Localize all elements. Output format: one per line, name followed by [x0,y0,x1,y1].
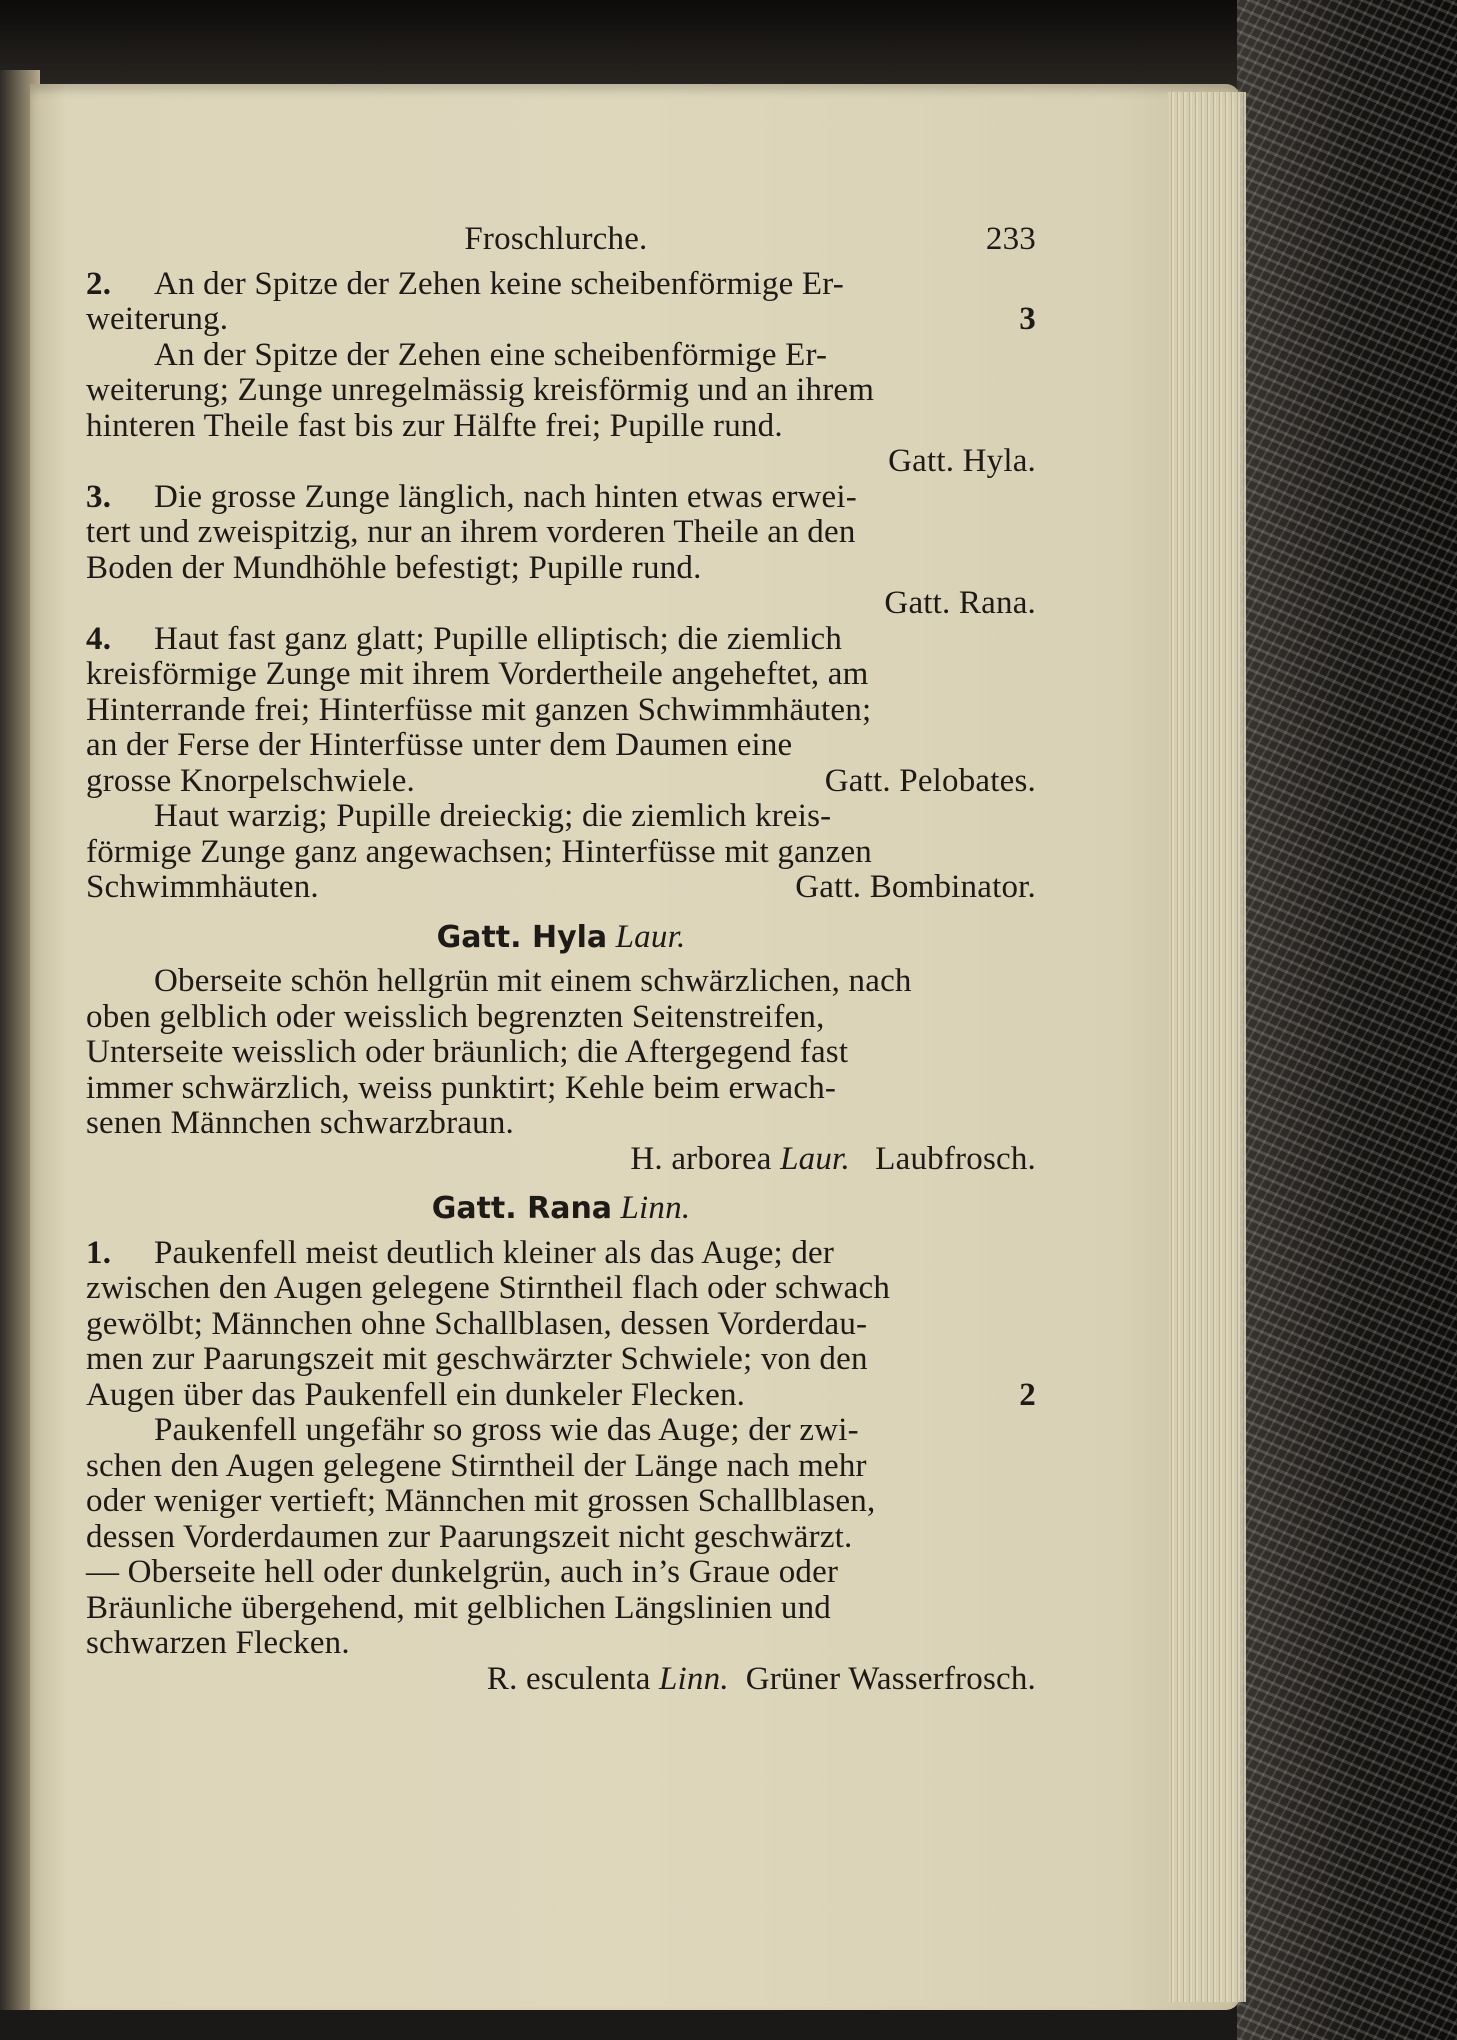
page-number: 233 [985,221,1036,257]
key-4-line: grosse Knorpelschwiele. Gatt. Pelobates. [86,762,1036,799]
rana-key-1-line: men zur Paarungszeit mit geschwärzter Schwiele; von den [86,1341,868,1377]
key-result: Gatt. Bombinator. [795,869,1036,905]
rana-key-1-alt-line: Paukenfell ungefähr so gross wie das Auge; der zwi- [154,1412,859,1448]
common-name: Laubfrosch. [875,1140,1036,1177]
key-number: 4. [86,620,112,657]
genus-heading-rana: Gatt. Rana Linn. [431,1190,691,1226]
key-number: 1. [86,1234,112,1271]
key-4-alt-line: förmige Zunge ganz angewachsen; Hinterfüsse mit ganzen [86,833,873,870]
rana-key-1-alt-line: — Oberseite hell oder dunkelgrün, auch in’s Graue oder [86,1554,839,1590]
hyla-description-line: immer schwärzlich, weiss punktirt; Kehle beim erwach- [86,1069,837,1106]
rana-key-1-alt-line: schen den Augen gelegene Stirntheil der Länge nach mehr [86,1447,867,1484]
rana-key-1-line: 1. Paukenfell meist deutlich kleiner als das Auge; der [86,1234,835,1271]
species-line-hyla-arborea [86,1142,1036,1178]
species-authority: Laur. [780,1140,850,1177]
rana-key-1-alt-line: Bräunliche übergehend, mit gelblichen Längslinien und [86,1589,831,1626]
key-4-alt-line: Haut warzig; Pupille dreieckig; die ziemlich kreis- [154,798,832,834]
key-2-alt-line: An der Spitze der Zehen eine scheibenförmige Er- [154,336,828,373]
key-2-alt-line: weiterung; Zunge unregelmässig kreisförmig und an ihrem [86,372,875,408]
rana-key-1-line: gewölbt; Männchen ohne Schallblasen, dessen Vorderdau- [86,1305,868,1342]
species-name: R. esculenta [486,1660,651,1697]
key-result: Gatt. Rana. [884,585,1036,621]
marbled-cover-edge [1237,0,1457,2040]
key-3-line: Boden der Mundhöhle befestigt; Pupille rund. [86,549,702,586]
key-2-line: 2. An der Spitze der Zehen keine scheibenförmige Er- [86,265,844,302]
rana-key-1-line: Augen über das Paukenfell ein dunkeler Flecken. 2 [86,1376,1036,1413]
species-name: H. arborea [630,1140,772,1177]
running-head [86,222,1036,258]
hyla-description-line: Oberseite schön hellgrün mit einem schwärzlichen, nach [154,963,912,999]
key-2-alt-line: hinteren Theile fast bis zur Hälfte frei; Pupille rund. [86,407,783,444]
key-reference: 3 [1019,301,1036,337]
hyla-description-line: Unterseite weisslich oder bräunlich; die Aftergegend fast [86,1034,849,1070]
key-number: 2. [86,265,112,302]
hyla-description-line: senen Männchen schwarzbraun. [86,1105,515,1141]
key-result: Gatt. Hyla. [888,443,1036,479]
genus-heading-hyla: Gatt. Hyla Laur. [436,918,686,955]
key-result: Gatt. Pelobates. [824,762,1036,799]
genus-authority: Laur. [615,918,686,955]
running-head-title: Froschlurche. [464,221,648,257]
key-number: 3. [86,478,112,515]
key-3-line: tert und zweispitzig, nur an ihrem vorderen Theile an den [86,514,856,550]
key-3-line: 3. Die grosse Zunge länglich, nach hinten etwas erwei- [86,478,857,515]
key-4-line: 4. Haut fast ganz glatt; Pupille elliptisch; die ziemlich [86,620,843,657]
page-text-block [86,222,1036,1697]
key-2-line: weiterung. 3 [86,301,1036,337]
key-reference: 2 [1019,1376,1036,1413]
key-4-alt-line: Schwimmhäuten. Gatt. Bombinator. [86,869,1036,905]
hyla-description-line: oben gelblich oder weisslich begrenzten Seitenstreifen, [86,998,825,1035]
common-name: Grüner Wasserfrosch. [745,1660,1036,1697]
genus-authority: Linn. [620,1190,691,1226]
rana-key-1-alt-line: dessen Vorderdaumen zur Paarungszeit nicht geschwärzt. [86,1518,853,1555]
rana-key-1-alt-line: oder weniger vertieft; Männchen mit grossen Schallblasen, [86,1483,876,1519]
rana-key-1-line: zwischen den Augen gelegene Stirntheil flach oder schwach [86,1270,891,1306]
species-authority: Linn. [659,1660,729,1697]
page-block-edges [1168,92,1246,2002]
key-4-line: kreisförmige Zunge mit ihrem Vordertheile angeheftet, am [86,656,869,692]
key-4-line: an der Ferse der Hinterfüsse unter dem Daumen eine [86,727,793,763]
rana-key-1-alt-line: schwarzen Flecken. [86,1625,350,1661]
species-line-rana-esculenta [86,1662,1036,1698]
key-4-line: Hinterrande frei; Hinterfüsse mit ganzen Schwimmhäuten; [86,691,872,728]
